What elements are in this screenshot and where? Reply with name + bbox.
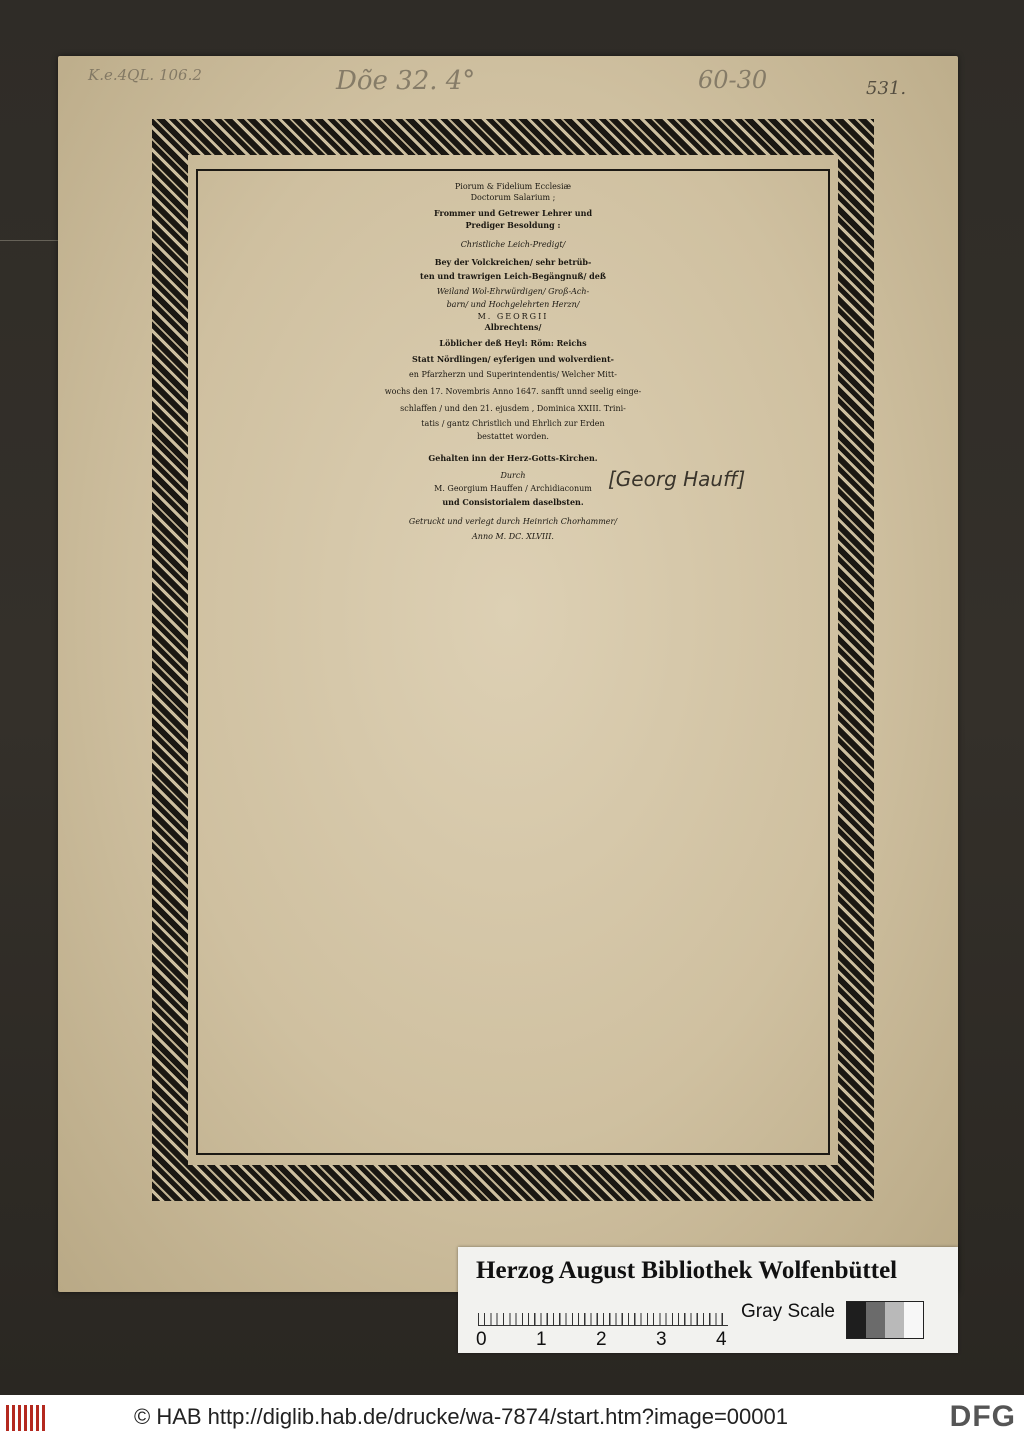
title-line-13: Statt Nördlingen/ eyferigen und wolverdient- [412, 354, 614, 365]
title-text-block [204, 174, 822, 1150]
title-line-24: Anno M. DC. XLVIII. [472, 532, 554, 542]
title-line-8: Weiland Wol-Ehrwürdigen/ Groß-Ach- [436, 287, 590, 296]
ruler-number-0: 0 [476, 1329, 487, 1350]
title-line-23: Getruckt und verlegt durch Heinrich Chorhammer/ [408, 517, 618, 527]
title-line-9: barn/ und Hochgelehrten Herzn/ [446, 300, 580, 309]
title-page [58, 56, 958, 1292]
hab-logo-icon [6, 1405, 46, 1431]
title-line-11: Albrechtens/ [484, 322, 542, 333]
title-line-5: Christliche Leich-Predigt/ [460, 240, 566, 249]
title-line-10: M. GEORGII [477, 312, 549, 321]
gray-scale-swatches [846, 1301, 924, 1339]
title-line-22: und Consistorialem daselbsten. [442, 497, 584, 508]
footer-bar [0, 1395, 1024, 1441]
handwritten-author-note: [Georg Hauff] [608, 467, 746, 492]
swatch-dark-gray [866, 1302, 885, 1338]
ruler-number-4: 4 [716, 1329, 727, 1350]
title-line-20: Durch [500, 471, 526, 481]
ruler-number-1: 1 [536, 1329, 547, 1350]
ruler-number-3: 3 [656, 1329, 667, 1350]
title-line-6: Bey der Volckreichen/ sehr betrüb- [434, 257, 592, 267]
title-line-16: schlaffen / und den 21. ejusdem , Dominica XXIII. Trini- [400, 404, 626, 414]
title-line-14: en Pfarzherzn und Superintendentis/ Welcher Mitt- [409, 370, 617, 380]
gray-scale-label: Gray Scale [741, 1301, 835, 1322]
title-line-4: Prediger Besoldung : [465, 220, 561, 230]
title-line-17: tatis / gantz Christlich und Ehrlich zur Erden [421, 419, 605, 429]
title-line-15: wochs den 17. Novembris Anno 1647. sanfft unnd seelig einge- [384, 387, 642, 397]
shelfmark-1: K.e.4QL. 106.2 [88, 66, 202, 84]
scale-ruler [478, 1303, 728, 1326]
title-line-3: Frommer und Getrewer Lehrer und [433, 208, 593, 218]
title-line-19: Gehalten inn der Herz-Gotts-Kirchen. [428, 453, 598, 464]
title-line-18: bestattet worden. [477, 432, 549, 442]
title-line-7: ten und trawrigen Leich-Begängnuß/ deß [420, 271, 606, 281]
title-line-21: M. Georgium Hauffen / Archidiaconum [434, 484, 592, 494]
title-line-12: Löblicher deß Heyl: Röm: Reichs [439, 338, 587, 349]
library-name: Herzog August Bibliothek Wolfenbüttel [476, 1257, 898, 1284]
shelfmark-3: 60-30 [698, 66, 768, 94]
swatch-white [904, 1302, 923, 1338]
shelfmark-2: Dõe 32. 4° [336, 66, 476, 96]
title-line-2: Doctorum Salarium ; [470, 193, 556, 202]
binding-thread [0, 240, 60, 421]
library-color-target [458, 1247, 958, 1353]
swatch-black [847, 1302, 866, 1338]
copyright-url[interactable]: © HAB http://diglib.hab.de/drucke/wa-7874/start.htm?image=00001 [134, 1404, 788, 1429]
shelfmark-4: 531. [866, 78, 907, 99]
ruler-number-2: 2 [596, 1329, 607, 1350]
swatch-light-gray [885, 1302, 904, 1338]
title-line-1: Piorum & Fidelium Ecclesiæ [454, 182, 572, 191]
dfg-logo: DFG [949, 1400, 1016, 1433]
